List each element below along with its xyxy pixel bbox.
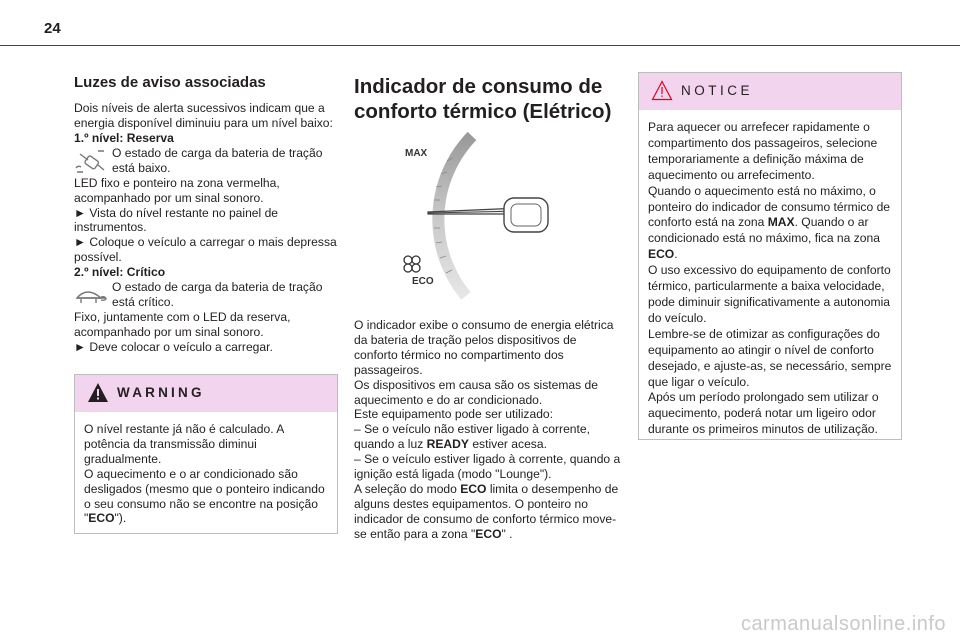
watermark: carmanualsonline.info bbox=[740, 613, 946, 635]
header-divider bbox=[0, 45, 960, 46]
turtle-icon bbox=[74, 282, 108, 310]
section-heading-thermal: Indicador de consumo de conforto térmico (Elétrico) bbox=[354, 75, 612, 123]
column-thermal-indicator bbox=[354, 74, 622, 124]
level2-title: 2.º nível: Crítico bbox=[74, 265, 166, 280]
thermal-p1: O indicador exibe o consumo de energia elétrica da bateria de tração pelos dispositivos de conforto térmico no compartimento dos passageiros. bbox=[354, 318, 614, 377]
level1-icon-text: O estado de carga da bateria de tração está baixo. bbox=[112, 145, 323, 175]
warning-header bbox=[75, 375, 337, 412]
thermal-body bbox=[354, 318, 622, 542]
level2-bullet1: ► Deve colocar o veículo a carregar. bbox=[74, 339, 273, 354]
notice-title: NOTICE bbox=[681, 83, 754, 98]
warning-body bbox=[75, 412, 337, 536]
warning-box bbox=[74, 374, 338, 534]
gauge-max-label: MAX bbox=[405, 148, 428, 159]
level1-row bbox=[74, 146, 342, 176]
intro-text: Dois níveis de alerta sucessivos indicam que a energia disponível diminuiu para um nível baixo: bbox=[74, 101, 333, 130]
section-heading-warning-lights: Luzes de aviso associadas bbox=[74, 74, 266, 91]
notice-p2: Quando o aquecimento está no máximo, o ponteiro do indicador de consumo térmico de conforto está na zona MAX. Quando o ar condicionado está no máximo, fica na zona ECO. bbox=[648, 183, 891, 262]
level2-row bbox=[74, 280, 342, 310]
level2-line1: Fixo, juntamente com o LED da reserva, acompanhado por um sinal sonoro. bbox=[74, 310, 291, 339]
thermal-p4: A seleção do modo ECO limita o desempenho de alguns destes equipamentos. O ponteiro no indicador de consumo de conforto térmico move-se então para a zona "ECO" . bbox=[354, 481, 619, 541]
level1-title: 1.º nível: Reserva bbox=[74, 130, 174, 145]
page-number: 24 bbox=[44, 20, 61, 37]
thermal-p3: Este equipamento pode ser utilizado: bbox=[354, 407, 554, 422]
level1-bullet1: ► Vista do nível restante no painel de instrumentos. bbox=[74, 205, 279, 235]
thermal-dash1: – Se o veículo não estiver ligado à corrente, quando a luz READY estiver acesa. bbox=[354, 422, 590, 452]
warning-triangle-icon bbox=[87, 382, 109, 403]
warning-line2: O aquecimento e o ar condicionado são desligados (mesmo que o ponteiro indicando o seu consumo não se encontre na posição "ECO"). bbox=[84, 466, 325, 526]
warning-title: WARNING bbox=[117, 385, 205, 400]
notice-body bbox=[639, 110, 901, 448]
level1-line1: LED fixo e ponteiro na zona vermelha, acompanhado por um sinal sonoro. bbox=[74, 175, 280, 205]
level1-bullet2: ► Coloque o veículo a carregar o mais depressa possível. bbox=[74, 235, 337, 265]
notice-triangle-icon bbox=[651, 80, 673, 101]
notice-p4: Lembre-se de otimizar as configurações do equipamento ao atingir o nível de conforto desejado, e ajuste-as, se necessário, sempre que ligar o veículo. bbox=[648, 326, 892, 389]
notice-box bbox=[638, 72, 902, 440]
thermal-dash2: – Se o veículo estiver ligado à corrente, quando a ignição está ligada (modo "Lounge"). bbox=[354, 452, 621, 482]
column-warning-lights bbox=[74, 74, 342, 355]
notice-p3: O uso excessivo do equipamento de conforto térmico, particularmente a baixa velocidade, pode diminuir significativamente a autonomia do veículo. bbox=[648, 263, 891, 325]
fan-icon bbox=[404, 256, 420, 272]
notice-p1: Para aquecer ou arrefecer rapidamente o compartimento dos passageiros, selecione temporariamente a definição máxima de aquecimento ou arrefecimento. bbox=[648, 120, 878, 182]
notice-p5: Após um período prolongado sem utilizar o aquecimento, poderá notar um ligeiro odor durante os primeiros minutos de utilização. bbox=[648, 390, 879, 437]
thermal-p2: Os dispositivos em causa são os sistemas de aquecimento e do ar condicionado. bbox=[354, 377, 598, 407]
warning-line1: O nível restante já não é calculado. A potência da transmissão diminui gradualmente. bbox=[84, 422, 284, 466]
gauge-eco-label: ECO bbox=[412, 276, 434, 287]
level2-icon-text: O estado de carga da bateria de tração está crítico. bbox=[112, 280, 323, 309]
notice-header bbox=[639, 73, 901, 110]
battery-reserve-icon bbox=[74, 148, 108, 176]
